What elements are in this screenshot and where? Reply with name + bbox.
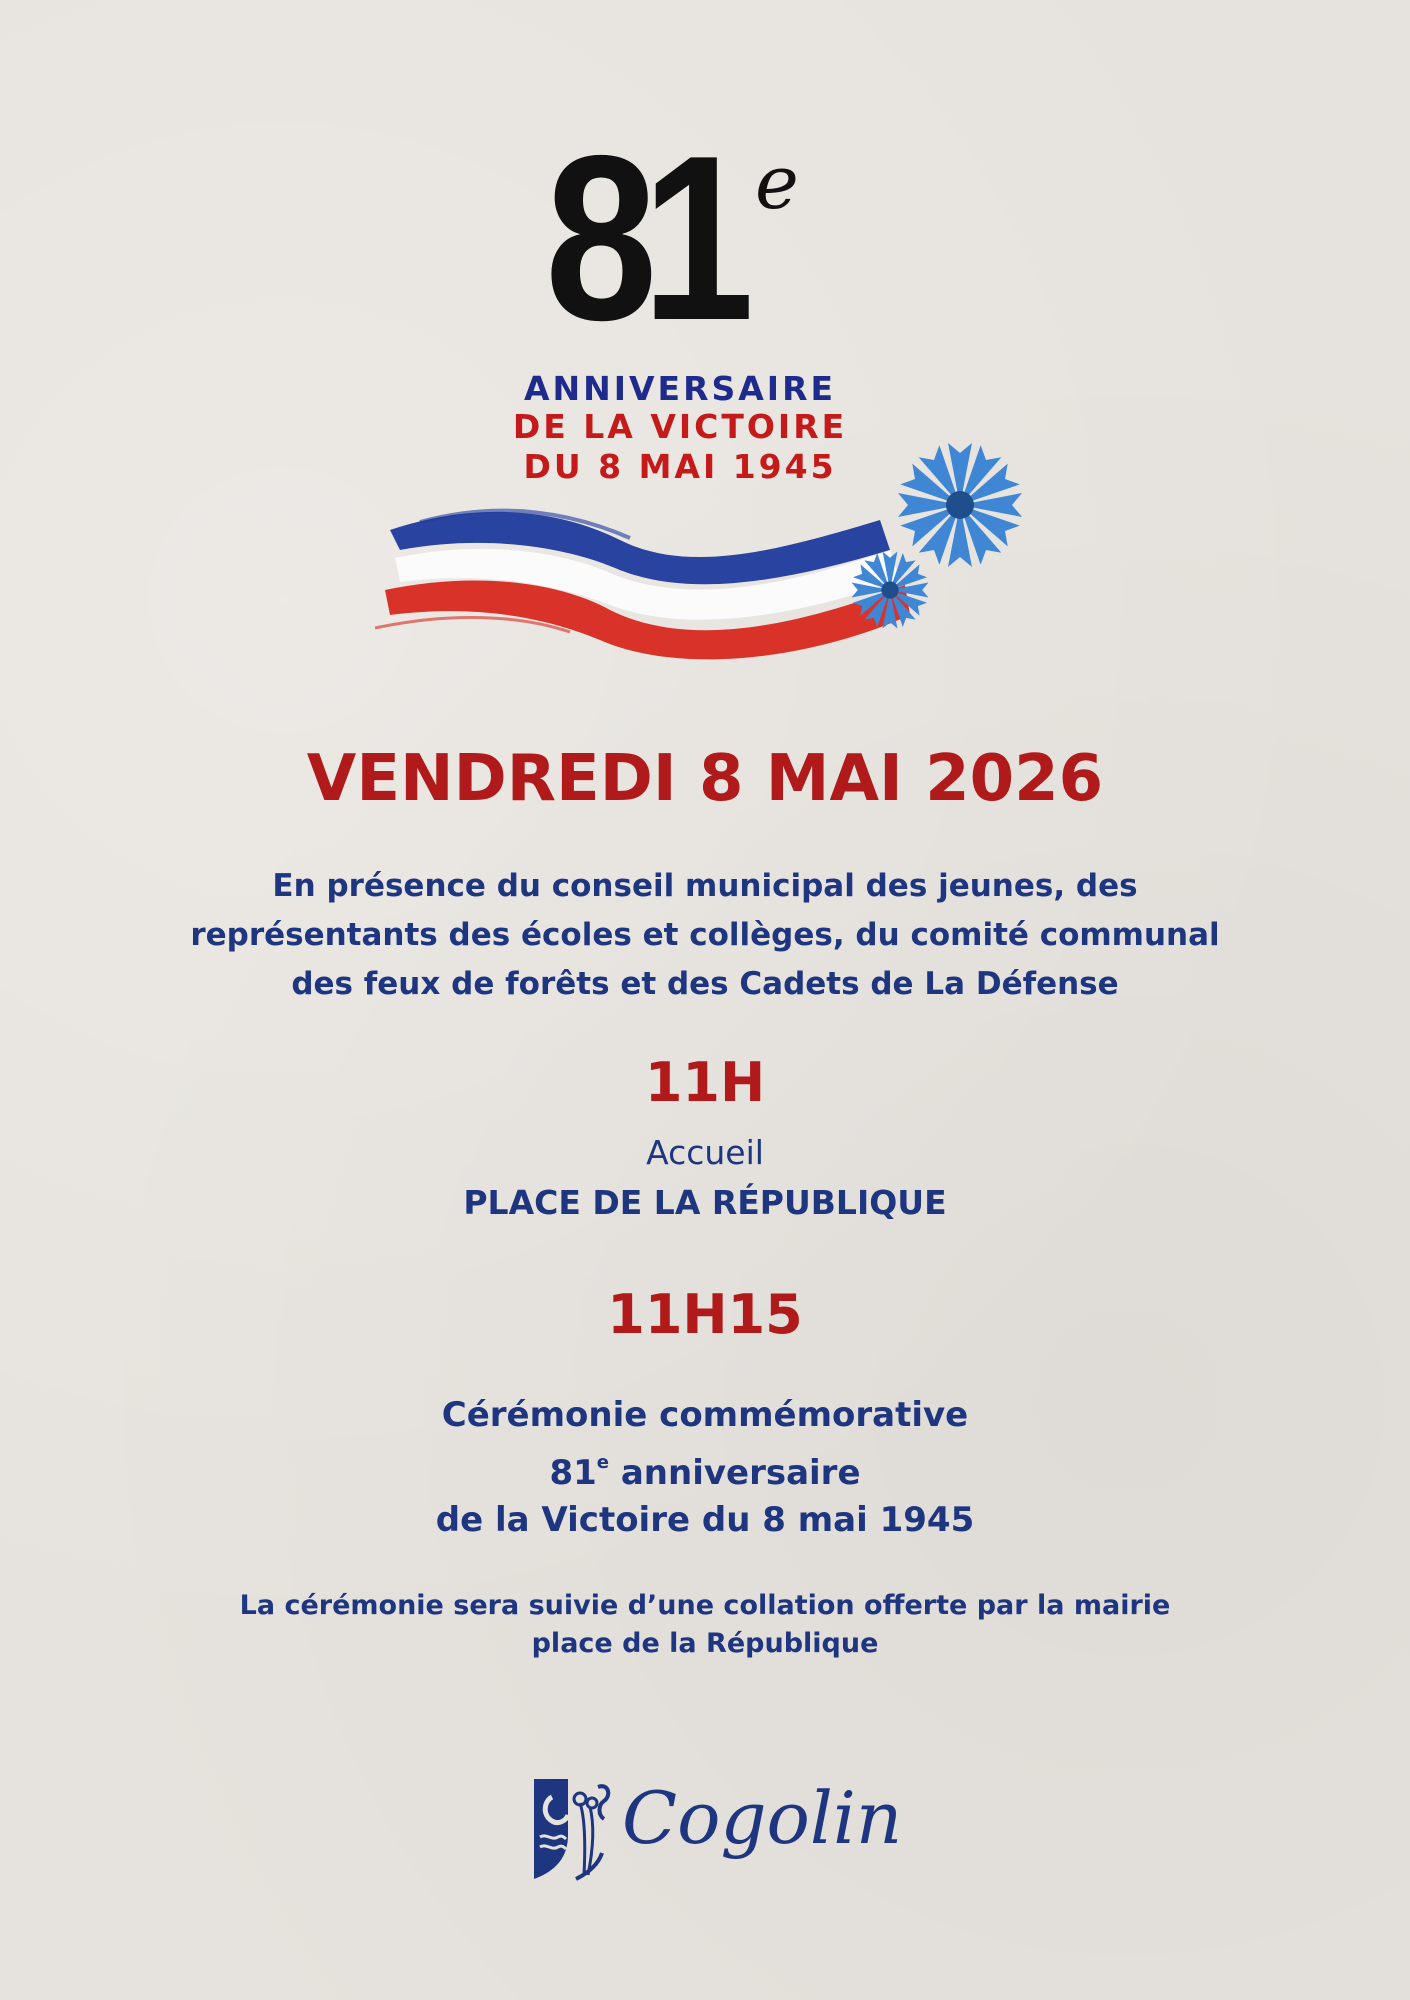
tricolor-ribbon-with-cornflowers-icon bbox=[360, 400, 1060, 700]
presence-line: En présence du conseil municipal des jeunes, des bbox=[272, 868, 1138, 904]
anniversary-line-2: DE LA VICTOIRE bbox=[512, 407, 848, 446]
ceremony-description bbox=[0, 1392, 1410, 1544]
ceremony-line-2 bbox=[0, 1439, 1410, 1497]
presence-paragraph bbox=[0, 862, 1410, 1009]
ceremony-ordinal: e bbox=[596, 1452, 610, 1473]
anniversary-line-3: DU 8 MAI 1945 bbox=[523, 447, 837, 486]
anniversary-number: 81 bbox=[545, 106, 739, 369]
note-line: La cérémonie sera suivie d’une collation offerte par la mairie bbox=[239, 1590, 1171, 1621]
ceremony-line-3: de la Victoire du 8 mai 1945 bbox=[435, 1500, 975, 1540]
anniversary-line-1: ANNIVERSAIRE bbox=[523, 369, 837, 408]
event-date: VENDREDI 8 MAI 2026 bbox=[306, 742, 1104, 816]
ceremony-number: 81 bbox=[549, 1453, 597, 1493]
schedule-label-1: Accueil bbox=[646, 1133, 764, 1172]
cogolin-wordmark: Cogolin bbox=[622, 1776, 903, 1860]
ceremony-anniversaire: anniversaire bbox=[609, 1453, 861, 1493]
presence-line: représentants des écoles et collèges, du comité communal bbox=[190, 917, 1220, 953]
ordinal-suffix: e bbox=[755, 140, 799, 226]
presence-line: des feux de forêts et des Cadets de La Défense bbox=[291, 966, 1119, 1002]
note-line: place de la République bbox=[531, 1628, 879, 1659]
ceremony-line-1: Cérémonie commémorative bbox=[441, 1395, 969, 1435]
schedule-place-1: PLACE DE LA RÉPUBLIQUE bbox=[463, 1183, 947, 1222]
cogolin-crest-icon bbox=[528, 1775, 618, 1885]
schedule-time-1: 11H bbox=[644, 1051, 766, 1114]
collation-note bbox=[0, 1587, 1410, 1663]
schedule-time-2: 11H15 bbox=[607, 1283, 803, 1346]
